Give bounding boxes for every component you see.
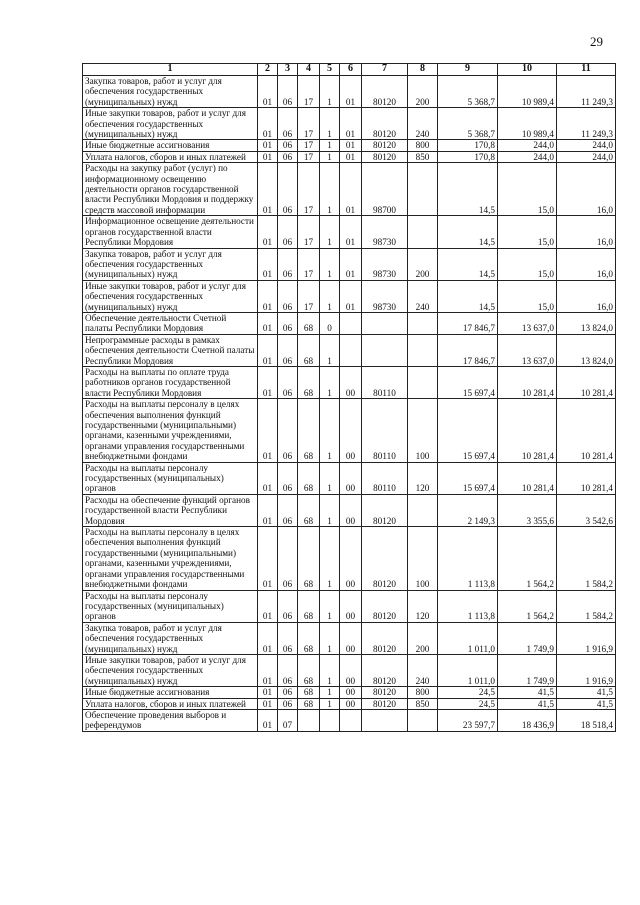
- amount-year1-cell: 15 697,4: [438, 399, 498, 462]
- main-event-cell: 01: [340, 163, 362, 216]
- amount-year1-cell: 24,5: [438, 698, 498, 709]
- subsection-cell: 06: [278, 590, 298, 622]
- amount-year3-cell: 41,5: [557, 687, 616, 698]
- expense-type-cell: 240: [408, 108, 438, 140]
- section-cell: 01: [258, 312, 278, 334]
- amount-year1-cell: 14,5: [438, 248, 498, 280]
- item-name-cell: Иные бюджетные ассигнования: [83, 140, 258, 151]
- section-cell: 01: [258, 163, 278, 216]
- amount-year2-cell: 244,0: [498, 140, 557, 151]
- expense-type-cell: [408, 216, 438, 248]
- table-row: [83, 216, 616, 248]
- table-row: [83, 622, 616, 654]
- subsection-cell: 06: [278, 399, 298, 462]
- expense-type-cell: 240: [408, 280, 438, 312]
- direction-cell: 80120: [362, 108, 408, 140]
- item-name-cell: Расходы на выплаты персоналу государственных (муниципальных) органов: [83, 590, 258, 622]
- subsection-cell: 06: [278, 654, 298, 686]
- expense-type-cell: 200: [408, 76, 438, 108]
- table-row: [83, 151, 616, 162]
- subsection-cell: 06: [278, 622, 298, 654]
- direction-cell: [362, 312, 408, 334]
- item-name-cell: Расходы на обеспечение функций органов государственной власти Республики Мордовия: [83, 494, 258, 526]
- subsection-cell: 06: [278, 687, 298, 698]
- main-event-cell: 01: [340, 280, 362, 312]
- amount-year2-cell: 244,0: [498, 151, 557, 162]
- amount-year2-cell: 13 637,0: [498, 312, 557, 334]
- program-cell: 68: [298, 334, 320, 366]
- subsection-cell: 06: [278, 280, 298, 312]
- amount-year3-cell: 16,0: [557, 248, 616, 280]
- column-header: 2: [258, 64, 278, 76]
- section-cell: 01: [258, 216, 278, 248]
- amount-year2-cell: 10 989,4: [498, 108, 557, 140]
- item-name-cell: Уплата налогов, сборов и иных платежей: [83, 151, 258, 162]
- main-event-cell: 01: [340, 76, 362, 108]
- amount-year3-cell: 10 281,4: [557, 366, 616, 398]
- section-cell: 01: [258, 687, 278, 698]
- amount-year3-cell: 11 249,3: [557, 76, 616, 108]
- direction-cell: 80110: [362, 366, 408, 398]
- amount-year3-cell: 3 542,6: [557, 494, 616, 526]
- table-body: [83, 76, 616, 732]
- section-cell: 01: [258, 151, 278, 162]
- main-event-cell: 00: [340, 494, 362, 526]
- program-cell: 68: [298, 687, 320, 698]
- expense-type-cell: 850: [408, 698, 438, 709]
- subsection-cell: 06: [278, 216, 298, 248]
- amount-year1-cell: 1 113,8: [438, 527, 498, 590]
- direction-cell: 80120: [362, 590, 408, 622]
- item-name-cell: Расходы на выплаты по оплате труда работников органов государственной власти Республики Мордовия: [83, 366, 258, 398]
- amount-year3-cell: 18 518,4: [557, 709, 616, 731]
- expense-type-cell: [408, 334, 438, 366]
- amount-year1-cell: 14,5: [438, 216, 498, 248]
- amount-year2-cell: 1 564,2: [498, 527, 557, 590]
- column-header: 5: [320, 64, 340, 76]
- program-cell: 17: [298, 108, 320, 140]
- table-row: [83, 462, 616, 494]
- amount-year1-cell: 5 368,7: [438, 108, 498, 140]
- direction-cell: 98730: [362, 248, 408, 280]
- table-row: [83, 163, 616, 216]
- subprogram-cell: 1: [320, 280, 340, 312]
- item-name-cell: Иные бюджетные ассигнования: [83, 687, 258, 698]
- column-header: 8: [408, 64, 438, 76]
- amount-year2-cell: 13 637,0: [498, 334, 557, 366]
- subprogram-cell: 1: [320, 151, 340, 162]
- program-cell: 68: [298, 462, 320, 494]
- amount-year1-cell: 17 846,7: [438, 334, 498, 366]
- amount-year3-cell: 244,0: [557, 140, 616, 151]
- table-row: [83, 108, 616, 140]
- amount-year3-cell: 10 281,4: [557, 399, 616, 462]
- amount-year3-cell: 16,0: [557, 163, 616, 216]
- section-cell: 01: [258, 399, 278, 462]
- amount-year1-cell: 170,8: [438, 140, 498, 151]
- program-cell: 68: [298, 622, 320, 654]
- amount-year2-cell: 1 749,9: [498, 654, 557, 686]
- subprogram-cell: 1: [320, 140, 340, 151]
- item-name-cell: Обеспечение деятельности Счетной палаты Республики Мордовия: [83, 312, 258, 334]
- amount-year1-cell: 15 697,4: [438, 366, 498, 398]
- amount-year3-cell: 244,0: [557, 151, 616, 162]
- subsection-cell: 06: [278, 366, 298, 398]
- main-event-cell: [340, 312, 362, 334]
- subprogram-cell: 1: [320, 76, 340, 108]
- main-event-cell: 01: [340, 108, 362, 140]
- item-name-cell: Расходы на выплаты персоналу в целях обеспечения выполнения функций государственными (муниципальными) органами, казенными учреждениями, органами управления государственными внебюджетными фондами: [83, 527, 258, 590]
- expense-type-cell: 800: [408, 687, 438, 698]
- section-cell: 01: [258, 590, 278, 622]
- amount-year2-cell: 10 281,4: [498, 462, 557, 494]
- program-cell: 17: [298, 163, 320, 216]
- table-row: [83, 590, 616, 622]
- main-event-cell: 01: [340, 151, 362, 162]
- column-header: 9: [438, 64, 498, 76]
- amount-year3-cell: 1 584,2: [557, 527, 616, 590]
- table-row: [83, 312, 616, 334]
- amount-year2-cell: 18 436,9: [498, 709, 557, 731]
- subsection-cell: 06: [278, 334, 298, 366]
- subsection-cell: 06: [278, 163, 298, 216]
- amount-year1-cell: 15 697,4: [438, 462, 498, 494]
- main-event-cell: 00: [340, 622, 362, 654]
- amount-year1-cell: 5 368,7: [438, 76, 498, 108]
- program-cell: 68: [298, 527, 320, 590]
- item-name-cell: Закупка товаров, работ и услуг для обеспечения государственных (муниципальных) нужд: [83, 622, 258, 654]
- main-event-cell: 00: [340, 366, 362, 398]
- table-row: [83, 334, 616, 366]
- amount-year3-cell: 16,0: [557, 280, 616, 312]
- section-cell: 01: [258, 462, 278, 494]
- main-event-cell: 00: [340, 687, 362, 698]
- main-event-cell: 00: [340, 462, 362, 494]
- program-cell: 17: [298, 216, 320, 248]
- table-row: [83, 399, 616, 462]
- amount-year3-cell: 1 916,9: [557, 654, 616, 686]
- column-header: 7: [362, 64, 408, 76]
- column-header: 10: [498, 64, 557, 76]
- main-event-cell: [340, 334, 362, 366]
- amount-year2-cell: 15,0: [498, 248, 557, 280]
- subprogram-cell: 1: [320, 698, 340, 709]
- main-event-cell: [340, 709, 362, 731]
- amount-year2-cell: 10 989,4: [498, 76, 557, 108]
- table-row: [83, 140, 616, 151]
- item-name-cell: Закупка товаров, работ и услуг для обеспечения государственных (муниципальных) нужд: [83, 248, 258, 280]
- column-header: 11: [557, 64, 616, 76]
- amount-year3-cell: 11 249,3: [557, 108, 616, 140]
- table-row: [83, 366, 616, 398]
- section-cell: 01: [258, 527, 278, 590]
- item-name-cell: Расходы на закупку работ (услуг) по информационному освещению деятельности органов государственной власти Республики Мордовия и поддержку средств массовой информации: [83, 163, 258, 216]
- table-row: [83, 527, 616, 590]
- program-cell: 68: [298, 366, 320, 398]
- item-name-cell: Непрограммные расходы в рамках обеспечения деятельности Счетной палаты Республики Мордовия: [83, 334, 258, 366]
- amount-year1-cell: 1 113,8: [438, 590, 498, 622]
- section-cell: 01: [258, 108, 278, 140]
- program-cell: 17: [298, 76, 320, 108]
- subsection-cell: 06: [278, 698, 298, 709]
- amount-year3-cell: 1 916,9: [557, 622, 616, 654]
- section-cell: 01: [258, 280, 278, 312]
- expense-type-cell: 100: [408, 399, 438, 462]
- item-name-cell: Информационное освещение деятельности органов государственной власти Республики Мордовия: [83, 216, 258, 248]
- direction-cell: 98730: [362, 216, 408, 248]
- subsection-cell: 06: [278, 108, 298, 140]
- subprogram-cell: 1: [320, 654, 340, 686]
- expense-type-cell: 120: [408, 462, 438, 494]
- subsection-cell: 06: [278, 248, 298, 280]
- amount-year1-cell: 1 011,0: [438, 654, 498, 686]
- amount-year2-cell: 41,5: [498, 687, 557, 698]
- subprogram-cell: 1: [320, 248, 340, 280]
- expense-type-cell: [408, 494, 438, 526]
- section-cell: 01: [258, 622, 278, 654]
- section-cell: 01: [258, 654, 278, 686]
- table-row: [83, 654, 616, 686]
- subsection-cell: 06: [278, 76, 298, 108]
- item-name-cell: Иные закупки товаров, работ и услуг для обеспечения государственных (муниципальных) нужд: [83, 280, 258, 312]
- subprogram-cell: 1: [320, 163, 340, 216]
- subprogram-cell: 1: [320, 622, 340, 654]
- subsection-cell: 06: [278, 140, 298, 151]
- amount-year2-cell: 15,0: [498, 216, 557, 248]
- subprogram-cell: 1: [320, 527, 340, 590]
- main-event-cell: 01: [340, 248, 362, 280]
- item-name-cell: Иные закупки товаров, работ и услуг для обеспечения государственных (муниципальных) нужд: [83, 654, 258, 686]
- item-name-cell: Уплата налогов, сборов и иных платежей: [83, 698, 258, 709]
- subprogram-cell: 1: [320, 334, 340, 366]
- direction-cell: 80120: [362, 687, 408, 698]
- direction-cell: 80120: [362, 527, 408, 590]
- expense-type-cell: 120: [408, 590, 438, 622]
- section-cell: 01: [258, 248, 278, 280]
- subsection-cell: 07: [278, 709, 298, 731]
- subsection-cell: 06: [278, 494, 298, 526]
- subsection-cell: 06: [278, 462, 298, 494]
- table-row: [83, 248, 616, 280]
- amount-year1-cell: 2 149,3: [438, 494, 498, 526]
- table-row: [83, 494, 616, 526]
- amount-year2-cell: 3 355,6: [498, 494, 557, 526]
- program-cell: 68: [298, 654, 320, 686]
- item-name-cell: Расходы на выплаты персоналу государственных (муниципальных) органов: [83, 462, 258, 494]
- direction-cell: 98730: [362, 280, 408, 312]
- direction-cell: 80110: [362, 462, 408, 494]
- section-cell: 01: [258, 698, 278, 709]
- amount-year3-cell: 13 824,0: [557, 312, 616, 334]
- amount-year3-cell: 13 824,0: [557, 334, 616, 366]
- amount-year2-cell: 10 281,4: [498, 366, 557, 398]
- amount-year1-cell: 170,8: [438, 151, 498, 162]
- program-cell: [298, 709, 320, 731]
- expense-type-cell: 200: [408, 248, 438, 280]
- direction-cell: [362, 709, 408, 731]
- budget-table: [82, 63, 616, 732]
- main-event-cell: 00: [340, 590, 362, 622]
- direction-cell: 80120: [362, 622, 408, 654]
- expense-type-cell: 800: [408, 140, 438, 151]
- amount-year2-cell: 10 281,4: [498, 399, 557, 462]
- subprogram-cell: 1: [320, 462, 340, 494]
- table-row: [83, 698, 616, 709]
- subprogram-cell: 1: [320, 108, 340, 140]
- column-header: 6: [340, 64, 362, 76]
- subsection-cell: 06: [278, 151, 298, 162]
- table-row: [83, 709, 616, 731]
- direction-cell: 80120: [362, 494, 408, 526]
- expense-type-cell: [408, 709, 438, 731]
- table-row: [83, 687, 616, 698]
- amount-year3-cell: 16,0: [557, 216, 616, 248]
- main-event-cell: 00: [340, 698, 362, 709]
- section-cell: 01: [258, 76, 278, 108]
- expense-type-cell: [408, 163, 438, 216]
- subprogram-cell: 1: [320, 494, 340, 526]
- main-event-cell: 00: [340, 654, 362, 686]
- expense-type-cell: [408, 366, 438, 398]
- direction-cell: 80120: [362, 140, 408, 151]
- expense-type-cell: [408, 312, 438, 334]
- item-name-cell: Иные закупки товаров, работ и услуг для обеспечения государственных (муниципальных) нужд: [83, 108, 258, 140]
- program-cell: 68: [298, 399, 320, 462]
- program-cell: 17: [298, 140, 320, 151]
- main-event-cell: 01: [340, 216, 362, 248]
- subprogram-cell: 1: [320, 687, 340, 698]
- column-header: 3: [278, 64, 298, 76]
- amount-year2-cell: 15,0: [498, 280, 557, 312]
- section-cell: 01: [258, 494, 278, 526]
- section-cell: 01: [258, 709, 278, 731]
- amount-year1-cell: 17 846,7: [438, 312, 498, 334]
- amount-year2-cell: 41,5: [498, 698, 557, 709]
- amount-year1-cell: 14,5: [438, 163, 498, 216]
- subprogram-cell: 1: [320, 399, 340, 462]
- subprogram-cell: 1: [320, 366, 340, 398]
- amount-year3-cell: 10 281,4: [557, 462, 616, 494]
- program-cell: 17: [298, 280, 320, 312]
- direction-cell: 80120: [362, 76, 408, 108]
- subsection-cell: 06: [278, 312, 298, 334]
- expense-type-cell: 100: [408, 527, 438, 590]
- subprogram-cell: 1: [320, 590, 340, 622]
- direction-cell: [362, 334, 408, 366]
- item-name-cell: Обеспечение проведения выборов и референдумов: [83, 709, 258, 731]
- amount-year1-cell: 24,5: [438, 687, 498, 698]
- direction-cell: 98700: [362, 163, 408, 216]
- program-cell: 68: [298, 590, 320, 622]
- amount-year3-cell: 1 584,2: [557, 590, 616, 622]
- amount-year1-cell: 14,5: [438, 280, 498, 312]
- expense-type-cell: 200: [408, 622, 438, 654]
- subprogram-cell: 1: [320, 216, 340, 248]
- main-event-cell: 00: [340, 399, 362, 462]
- column-number-row: [83, 64, 616, 76]
- direction-cell: 80120: [362, 698, 408, 709]
- amount-year2-cell: 1 564,2: [498, 590, 557, 622]
- program-cell: 17: [298, 151, 320, 162]
- section-cell: 01: [258, 140, 278, 151]
- expense-type-cell: 850: [408, 151, 438, 162]
- amount-year2-cell: 15,0: [498, 163, 557, 216]
- amount-year3-cell: 41,5: [557, 698, 616, 709]
- amount-year1-cell: 23 597,7: [438, 709, 498, 731]
- program-cell: 17: [298, 248, 320, 280]
- main-event-cell: 00: [340, 527, 362, 590]
- table-row: [83, 76, 616, 108]
- item-name-cell: Закупка товаров, работ и услуг для обеспечения государственных (муниципальных) нужд: [83, 76, 258, 108]
- program-cell: 68: [298, 698, 320, 709]
- direction-cell: 80120: [362, 151, 408, 162]
- section-cell: 01: [258, 366, 278, 398]
- column-header: 4: [298, 64, 320, 76]
- direction-cell: 80110: [362, 399, 408, 462]
- column-header: 1: [83, 64, 258, 76]
- subprogram-cell: [320, 709, 340, 731]
- expense-type-cell: 240: [408, 654, 438, 686]
- amount-year2-cell: 1 749,9: [498, 622, 557, 654]
- main-event-cell: 01: [340, 140, 362, 151]
- amount-year1-cell: 1 011,0: [438, 622, 498, 654]
- page-number: 29: [590, 34, 603, 49]
- item-name-cell: Расходы на выплаты персоналу в целях обеспечения выполнения функций государственными (муниципальными) органами, казенными учреждениями, органами управления государственными внебюджетными фондами: [83, 399, 258, 462]
- program-cell: 68: [298, 494, 320, 526]
- section-cell: 01: [258, 334, 278, 366]
- subsection-cell: 06: [278, 527, 298, 590]
- subprogram-cell: 0: [320, 312, 340, 334]
- program-cell: 68: [298, 312, 320, 334]
- table-row: [83, 280, 616, 312]
- direction-cell: 80120: [362, 654, 408, 686]
